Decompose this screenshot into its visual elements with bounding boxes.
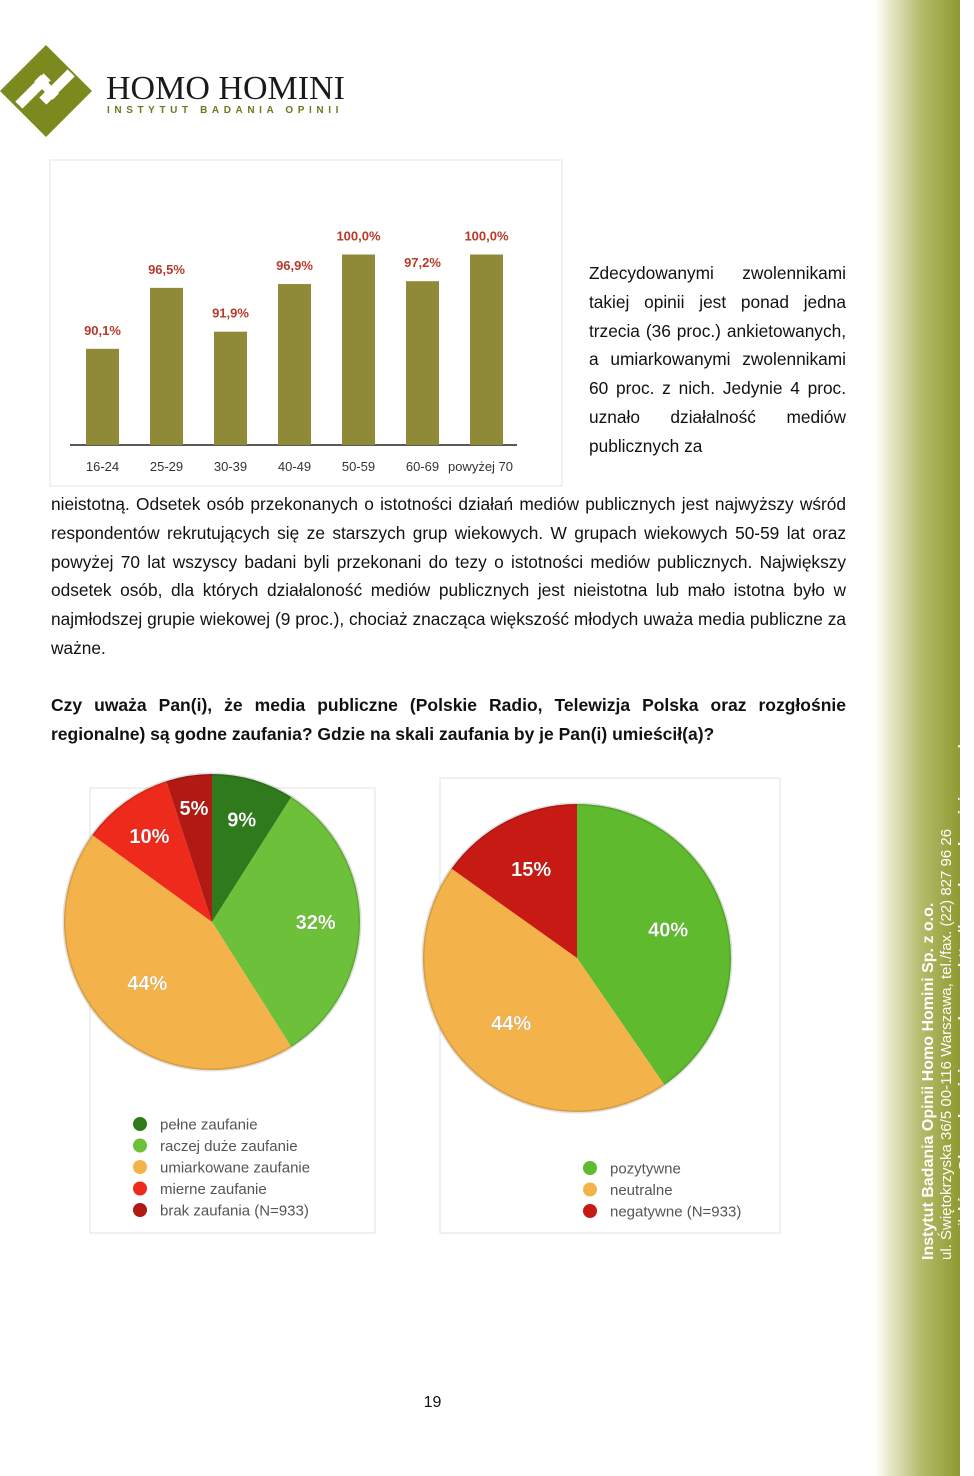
legend-label: neutralne [610, 1182, 673, 1199]
pie-data-label: 32% [295, 912, 336, 934]
pie-data-label: 44% [127, 972, 168, 995]
sidebar-email-www [956, 700, 974, 1260]
email-prefix: e-mail: [956, 1210, 973, 1260]
page-number: 19 [423, 1394, 442, 1411]
x-tick-label: 50-59 [341, 459, 376, 474]
pie-data-label: 5% [179, 797, 209, 820]
legend-label: pełne zaufanie [160, 1116, 258, 1134]
legend-marker [583, 1183, 597, 1197]
bar [278, 284, 311, 445]
legend-marker [133, 1160, 147, 1174]
paragraph-right: Zdecydowanymi zwolennikami takiej opinii jest ponad jedna trzecia (36 proc.) ankietowanych, a umiarkowanymi zwolennikami 60 proc. z nich. Jedynie 4 proc. uznało działalność mediów publicznych za [589, 263, 846, 456]
paragraph-full: nieistotną. Odsetek osób przekonanych o istotności działań mediów publicznych jest najwyższy wśród respondentów rekrutujących się ze starszych grup wiekowych. W grupach wiekowych 50-59 lat oraz powyżej 70 lat wszyscy badani byli przekonani do tezy o istotności mediów publicznych. Największy odsetek osób, dla których działaloność mediów publicznych jest nieistotna lub mało istotna było w najmłodszej grupie wiekowej (9 proc.), chociaż znacząca większość młodych uważa media publiczne za ważne. [51, 494, 846, 658]
trust-summary-pie-chart [440, 778, 780, 1233]
legend-marker [133, 1117, 147, 1131]
sidebar-address: ul. Świętokrzyska 36/5 00-116 Warszawa, tel./fax. (22) 827 96 26 [938, 828, 955, 1260]
bar [470, 255, 503, 445]
legend-marker [133, 1182, 147, 1196]
logo-wordmark: HOMO HOMINI [106, 70, 345, 107]
x-tick-label: powyżej 70 [447, 459, 514, 474]
trust-scale-pie-chart [90, 788, 375, 1233]
logo-subtitle: INSTYTUT BADANIA OPINII [107, 105, 343, 116]
legend-label: negatywne (N=933) [610, 1203, 742, 1221]
legend-label: raczej duże zaufanie [160, 1138, 298, 1155]
bar-data-label: 100,0% [336, 228, 381, 244]
legend-label: pozytywne [610, 1160, 681, 1178]
legend-label: brak zaufania (N=933) [160, 1202, 309, 1220]
bar-data-label: 96,9% [276, 258, 313, 274]
pie-data-label: 9% [227, 809, 257, 832]
bar-data-label: 100,0% [464, 228, 509, 244]
legend-marker [133, 1203, 147, 1217]
pie-data-label: 40% [648, 919, 689, 942]
sidebar-contact [920, 700, 974, 1260]
pie-data-label: 44% [491, 1012, 532, 1035]
bar [342, 255, 375, 445]
pie-data-label: 15% [511, 859, 552, 882]
bar-data-label: 90,1% [84, 322, 121, 338]
bar [214, 332, 247, 445]
www-prefix: , www: [956, 967, 973, 1017]
sidebar-company: Instytut Badania Opinii Homo Homini Sp. z o.o. [920, 902, 937, 1260]
x-tick-label: 60-69 [405, 459, 440, 474]
legend-label: mierne zaufanie [160, 1181, 267, 1198]
bar [406, 281, 439, 445]
legend-marker [583, 1204, 597, 1218]
bar [86, 349, 119, 445]
legend-marker [133, 1139, 147, 1153]
age-group-bar-chart [50, 160, 564, 486]
x-tick-label: 40-49 [277, 459, 312, 474]
bar-data-label: 96,5% [148, 261, 185, 277]
bar-data-label: 97,2% [404, 255, 441, 271]
legend-marker [583, 1161, 597, 1175]
www-link[interactable]: http://www.homohomini.com.pl [956, 744, 973, 968]
email-link[interactable]: biuro@homohomini.com.pl [956, 1016, 973, 1211]
bar [150, 288, 183, 445]
x-tick-label: 16-24 [85, 459, 120, 474]
x-tick-label: 25-29 [149, 459, 184, 474]
bar-data-label: 91,9% [212, 305, 249, 321]
survey-question: Czy uważa Pan(i), że media publiczne (Polskie Radio, Telewizja Polska oraz rozgłośnie regionalne) są godne zaufania? Gdzie na skali zaufania by je Pan(i) umieścił(a)? [51, 695, 846, 744]
x-tick-label: 30-39 [213, 459, 248, 474]
legend-label: umiarkowane zaufanie [160, 1159, 311, 1177]
pie-data-label: 10% [129, 825, 170, 848]
